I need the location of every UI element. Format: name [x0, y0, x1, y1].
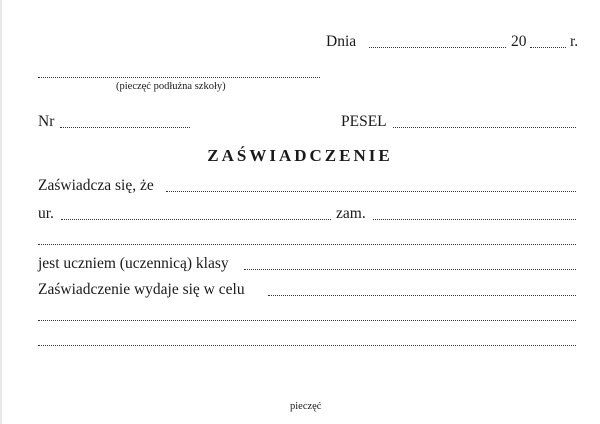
date-label: Dnia	[326, 33, 357, 50]
residence-field[interactable]	[373, 219, 576, 220]
school-stamp-caption: (pieczęć podłużna szkoły)	[116, 81, 226, 92]
certify-label: Zaświadcza się, że	[38, 177, 154, 194]
purpose-field[interactable]	[268, 295, 576, 296]
paper-edge	[0, 0, 2, 424]
year-suffix: r.	[570, 33, 579, 50]
year-prefix: 20	[511, 33, 527, 50]
stamp-label: pieczęć	[290, 401, 322, 412]
date-field[interactable]	[369, 47, 506, 48]
purpose-continuation-field-2[interactable]	[38, 345, 576, 346]
pesel-label: PESEL	[341, 113, 387, 130]
pesel-field[interactable]	[393, 127, 576, 128]
born-label: ur.	[38, 205, 54, 222]
purpose-continuation-field-1[interactable]	[38, 320, 576, 321]
class-field[interactable]	[244, 269, 576, 270]
nr-label: Nr	[38, 113, 55, 130]
certify-name-field[interactable]	[166, 191, 576, 192]
year-field[interactable]	[530, 47, 566, 48]
purpose-label: Zaświadczenie wydaje się w celu	[38, 281, 245, 298]
student-label: jest uczniem (uczennicą) klasy	[38, 255, 229, 272]
nr-field[interactable]	[60, 127, 190, 128]
residence-label: zam.	[336, 205, 366, 222]
school-stamp-field[interactable]	[38, 77, 320, 78]
residence-continuation-field[interactable]	[38, 244, 576, 245]
document-title: ZAŚWIADCZENIE	[207, 146, 393, 165]
born-field[interactable]	[61, 219, 331, 220]
